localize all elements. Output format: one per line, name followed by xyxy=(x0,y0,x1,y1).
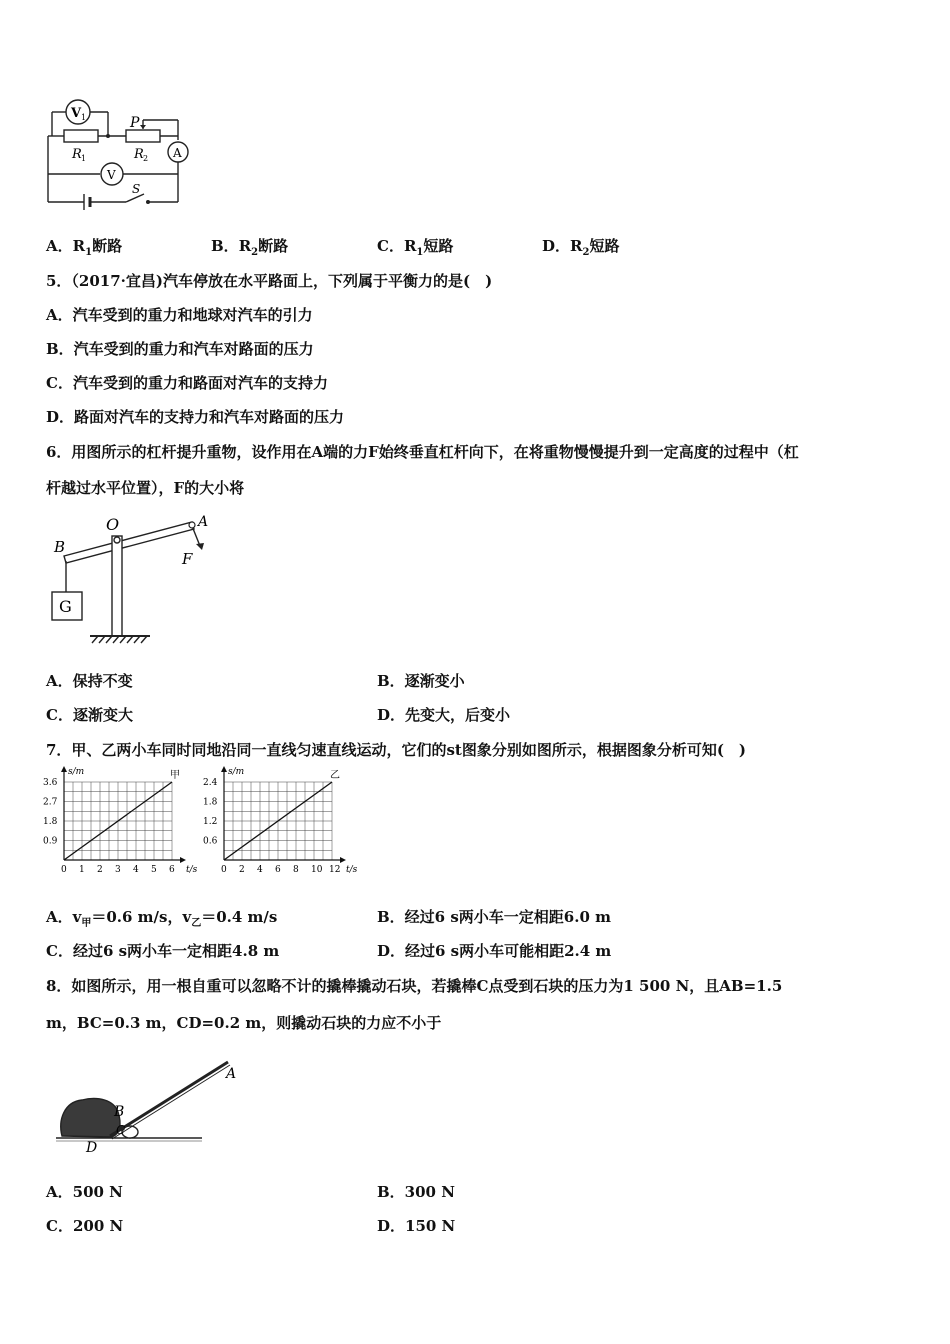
q7-option-b: B．经过6 s两小车一定相距6.0 m xyxy=(377,908,611,926)
q8-option-b: B．300 N xyxy=(377,1183,455,1201)
y-tick-label: 3.6 xyxy=(43,778,58,788)
v1-sub: 1 xyxy=(81,113,87,122)
x-tick-label: 3 xyxy=(115,865,121,875)
x-tick-label: 4 xyxy=(133,865,139,875)
r2-sub: 2 xyxy=(143,154,149,163)
option-letter: D． xyxy=(542,237,571,255)
y-tick-label: 2.7 xyxy=(43,797,58,808)
v1-label: V xyxy=(71,106,82,121)
q7-option-d: D．经过6 s两小车可能相距2.4 m xyxy=(377,942,612,960)
x-axis-label: t/s xyxy=(186,865,198,875)
y-axis-arrow xyxy=(221,766,227,772)
q4-option-c xyxy=(377,236,453,263)
st-chart-jia xyxy=(40,766,200,878)
q8-stem-line1: 8．如图所示，用一根自重可以忽略不计的撬棒撬动石块，若撬棒C点受到石块的压力为1 500 N，且AB=1.5 xyxy=(46,977,783,995)
x-axis-arrow xyxy=(180,857,186,863)
q6-stem-line1: 6．用图所示的杠杆提升重物，设作用在A端的力F始终垂直杠杆向下，在将重物慢慢提升到一定高度的过程中（杠 xyxy=(46,443,799,461)
q6-option-b: B．逐渐变小 xyxy=(377,672,465,690)
option-tail: ＝0.4 m/s xyxy=(201,908,278,926)
y-tick-label: 0.9 xyxy=(43,836,58,847)
c-label: C xyxy=(116,1123,126,1137)
ammeter-label: A xyxy=(173,146,182,160)
x-tick-label: 12 xyxy=(329,865,341,875)
option-sub: 2 xyxy=(251,247,259,258)
option-tail: 短路 xyxy=(589,237,620,255)
y-tick-label: 1.8 xyxy=(43,817,58,827)
x-tick-label: 8 xyxy=(293,865,299,875)
q6-stem-line2: 杆越过水平位置），F的大小将 xyxy=(46,479,245,497)
r1-label: R xyxy=(72,147,82,162)
st-chart-yi xyxy=(200,766,360,878)
y-axis-label: s/m xyxy=(68,767,85,777)
q5-option-d: D．路面对汽车的支持力和汽车对路面的压力 xyxy=(46,408,345,426)
f-label: F xyxy=(182,550,193,568)
q8-option-c: C．200 N xyxy=(46,1217,124,1235)
o-label: O xyxy=(106,515,120,534)
option-tail: 断路 xyxy=(258,237,289,255)
x-tick-label: 4 xyxy=(257,865,263,875)
series-name-label: 甲 xyxy=(170,770,180,781)
q4-option-b xyxy=(211,236,288,263)
q8-stem-line2: m，BC=0.3 m，CD=0.2 m，则撬动石块的力应不小于 xyxy=(46,1014,442,1032)
q7-option-c: C．经过6 s两小车一定相距4.8 m xyxy=(46,942,280,960)
d-label: D xyxy=(86,1140,98,1154)
option-letter: B． xyxy=(211,237,239,255)
option-sub-yi: 乙 xyxy=(191,918,202,929)
b-label: B xyxy=(114,1104,125,1120)
y-tick-label: 2.4 xyxy=(203,778,218,788)
q5-option-c: C．汽车受到的重力和路面对汽车的支持力 xyxy=(46,374,328,392)
q4-option-a xyxy=(46,236,122,263)
option-letter: C． xyxy=(377,237,404,255)
x-tick-label: 5 xyxy=(151,865,157,875)
x-axis-label: t/s xyxy=(346,865,358,875)
option-sub: 1 xyxy=(85,247,93,258)
q5-option-a: A．汽车受到的重力和地球对汽车的引力 xyxy=(46,306,313,324)
option-letter: A． xyxy=(46,237,73,255)
q5-stem: 5．（2017·宜昌)汽车停放在水平路面上，下列属于平衡力的是( ) xyxy=(46,272,493,290)
y-tick-label: 1.2 xyxy=(203,817,218,827)
x-tick-label: 10 xyxy=(311,865,323,875)
q5-option-b: B．汽车受到的重力和汽车对路面的压力 xyxy=(46,340,314,358)
g-label: G xyxy=(59,597,72,616)
x-tick-label: 6 xyxy=(275,865,281,875)
x-tick-label: 0 xyxy=(221,865,227,875)
option-text: R xyxy=(238,237,252,255)
option-tail: 短路 xyxy=(423,237,454,255)
y-tick-label: 0.6 xyxy=(203,836,218,847)
q4-option-d xyxy=(542,236,619,263)
x-tick-label: 0 xyxy=(61,865,67,875)
y-axis-label: s/m xyxy=(228,767,245,777)
option-sub: 1 xyxy=(416,247,424,258)
option-text: R xyxy=(403,237,417,255)
x-tick-label: 2 xyxy=(239,865,245,875)
q6-option-c: C．逐渐变大 xyxy=(46,706,133,724)
r2-label: R xyxy=(134,147,144,162)
option-text: R xyxy=(570,237,583,255)
a-label: A xyxy=(198,514,209,530)
q6-option-a: A．保持不变 xyxy=(46,672,133,690)
x-tick-label: 6 xyxy=(169,865,175,875)
x-tick-label: 1 xyxy=(79,865,85,875)
q6-option-d: D．先变大，后变小 xyxy=(377,706,511,724)
crowbar-diagram xyxy=(52,1054,242,1154)
circuit-diagram xyxy=(44,98,194,216)
q8-option-d: D．150 N xyxy=(377,1217,456,1235)
a-label: A xyxy=(226,1066,237,1082)
p-label: P xyxy=(130,115,140,131)
option-text: R xyxy=(72,237,86,255)
series-name-label: 乙 xyxy=(330,770,340,781)
q7-stem: 7．甲、乙两小车同时同地沿同一直线匀速直线运动，它们的st图象分别如图所示，根据图象分析可知( ) xyxy=(46,741,747,759)
y-tick-label: 1.8 xyxy=(203,797,218,808)
r1-sub: 1 xyxy=(81,154,87,163)
option-sub-jia: 甲 xyxy=(81,918,92,929)
lever-diagram xyxy=(46,512,216,650)
option-lead: A．v xyxy=(46,908,82,926)
voltmeter-label: V xyxy=(107,168,116,182)
switch-label: S xyxy=(132,182,141,196)
q8-option-a: A．500 N xyxy=(46,1183,123,1201)
option-tail: 断路 xyxy=(92,237,123,255)
x-axis-arrow xyxy=(340,857,346,863)
x-tick-label: 2 xyxy=(97,865,103,875)
b-label: B xyxy=(54,538,66,556)
option-mid: ＝0.6 m/s，v xyxy=(91,908,192,926)
q7-option-a xyxy=(46,907,277,934)
option-sub: 2 xyxy=(582,247,590,258)
y-axis-arrow xyxy=(61,766,67,772)
